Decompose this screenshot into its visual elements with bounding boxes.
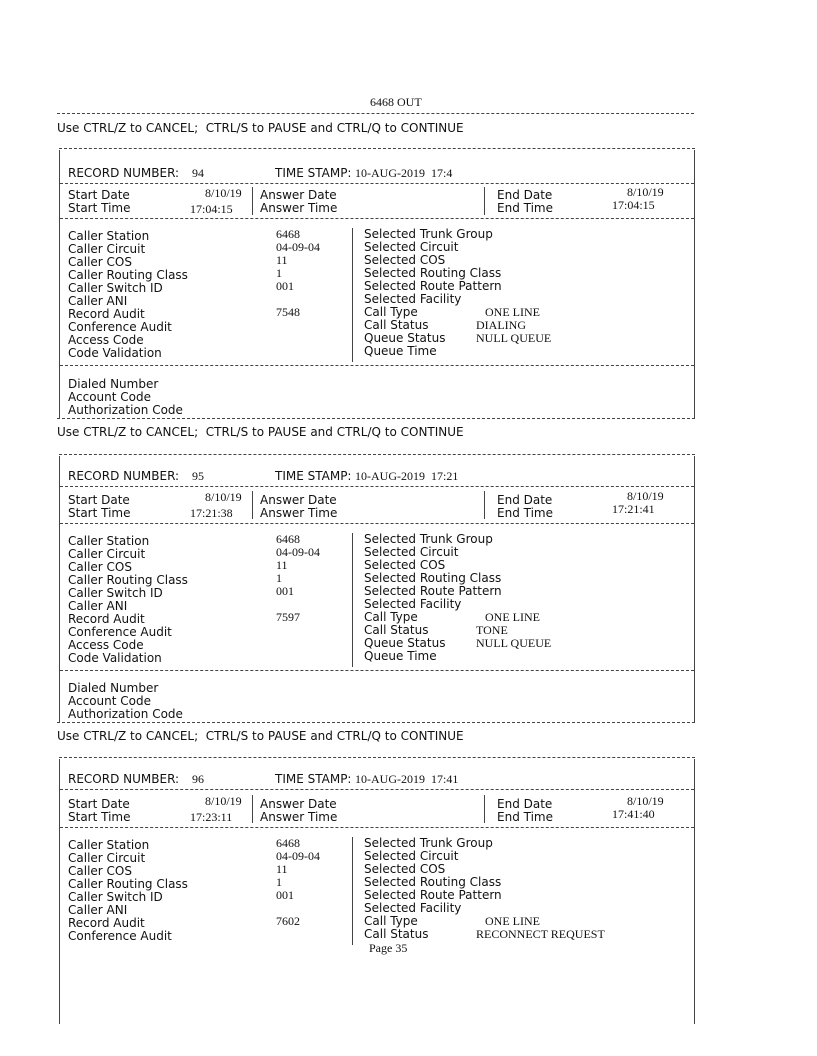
caller-switch-id-label: Caller Switch ID [68,281,163,295]
answer-date-label: Answer Date [260,797,337,811]
selected-cos-label: Selected COS [364,253,446,267]
authorization-code-label: Authorization Code [68,403,183,417]
end-date-value: 8/10/19 [627,489,664,503]
caller-circuit-value: 04-09-04 [276,240,320,254]
instruction-line: Use CTRL/Z to CANCEL; CTRL/S to PAUSE and CTRL/Q to CONTINUE [57,121,464,135]
caller-cos-value: 11 [276,558,288,572]
queue-status-value: NULL QUEUE [476,331,552,345]
caller-station-label: Caller Station [68,838,150,852]
record-audit-label: Record Audit [68,612,145,626]
caller-circuit-label: Caller Circuit [68,547,146,561]
time-stamp-label: TIME STAMP: [275,469,352,483]
caller-circuit-label: Caller Circuit [68,242,146,256]
call-type-value: ONE LINE [485,914,540,928]
end-time-label: End Time [497,201,553,215]
call-type-label: Call Type [364,305,418,319]
end-date-label: End Date [497,188,553,202]
start-date-value: 8/10/19 [205,794,242,808]
caller-cos-label: Caller COS [68,560,132,574]
call-status-label: Call Status [364,623,429,637]
call-type-label: Call Type [364,610,418,624]
conference-audit-label: Conference Audit [68,929,172,943]
call-type-value: ONE LINE [485,610,540,624]
code-validation-label: Code Validation [68,651,162,665]
selected-circuit-label: Selected Circuit [364,545,459,559]
caller-circuit-value: 04-09-04 [276,849,320,863]
end-time-label: End Time [497,810,553,824]
selected-trunk-group-label: Selected Trunk Group [364,532,493,546]
record-number-label: RECORD NUMBER: [68,772,180,786]
selected-circuit-label: Selected Circuit [364,849,459,863]
answer-date-label: Answer Date [260,188,337,202]
queue-status-label: Queue Status [364,331,446,345]
answer-time-label: Answer Time [260,201,338,215]
selected-cos-label: Selected COS [364,862,446,876]
caller-routing-class-value: 1 [276,571,282,585]
caller-routing-class-label: Caller Routing Class [68,877,188,891]
page-title: 6468 OUT [370,95,422,109]
record-number-value: 96 [192,772,204,786]
access-code-label: Access Code [68,638,144,652]
caller-routing-class-label: Caller Routing Class [68,268,188,282]
record-audit-label: Record Audit [68,307,145,321]
call-type-label: Call Type [364,914,418,928]
record-audit-value: 7548 [276,305,300,319]
queue-time-label: Queue Time [364,649,437,663]
start-date-value: 8/10/19 [205,186,242,200]
selected-facility-label: Selected Facility [364,292,462,306]
caller-circuit-label: Caller Circuit [68,851,146,865]
start-time-value: 17:23:11 [190,810,233,824]
start-time-label: Start Time [68,201,131,215]
caller-cos-value: 11 [276,253,288,267]
end-time-value: 17:41:40 [612,807,655,821]
code-validation-label: Code Validation [68,346,162,360]
selected-route-pattern-label: Selected Route Pattern [364,888,502,902]
caller-routing-class-value: 1 [276,875,282,889]
time-stamp-label: TIME STAMP: [275,166,352,180]
record-audit-value: 7597 [276,610,300,624]
caller-station-value: 6468 [276,227,300,241]
end-date-value: 8/10/19 [627,185,664,199]
queue-status-label: Queue Status [364,636,446,650]
selected-route-pattern-label: Selected Route Pattern [364,584,502,598]
record-number-value: 95 [192,469,204,483]
start-date-label: Start Date [68,188,130,202]
caller-station-label: Caller Station [68,229,150,243]
start-time-value: 17:21:38 [190,506,233,520]
selected-routing-class-label: Selected Routing Class [364,266,502,280]
conference-audit-label: Conference Audit [68,625,172,639]
end-time-value: 17:04:15 [612,198,655,212]
authorization-code-label: Authorization Code [68,707,183,721]
caller-station-value: 6468 [276,532,300,546]
caller-station-value: 6468 [276,836,300,850]
answer-time-label: Answer Time [260,810,338,824]
caller-cos-label: Caller COS [68,864,132,878]
caller-ani-label: Caller ANI [68,903,128,917]
start-time-value: 17:04:15 [190,202,233,216]
call-status-label: Call Status [364,927,429,941]
caller-ani-label: Caller ANI [68,599,128,613]
access-code-label: Access Code [68,333,144,347]
time-stamp-label: TIME STAMP: [275,772,352,786]
conference-audit-label: Conference Audit [68,320,172,334]
caller-cos-label: Caller COS [68,255,132,269]
end-date-label: End Date [497,797,553,811]
caller-routing-class-value: 1 [276,266,282,280]
selected-trunk-group-label: Selected Trunk Group [364,227,493,241]
end-time-label: End Time [497,506,553,520]
start-date-label: Start Date [68,797,130,811]
time-stamp-value: 10-AUG-2019 17:4 [355,166,453,180]
start-time-label: Start Time [68,810,131,824]
caller-routing-class-label: Caller Routing Class [68,573,188,587]
instruction-line: Use CTRL/Z to CANCEL; CTRL/S to PAUSE and CTRL/Q to CONTINUE [57,425,464,439]
call-status-value: TONE [476,623,508,637]
account-code-label: Account Code [68,694,151,708]
account-code-label: Account Code [68,390,151,404]
selected-facility-label: Selected Facility [364,597,462,611]
caller-cos-value: 11 [276,862,288,876]
selected-circuit-label: Selected Circuit [364,240,459,254]
queue-time-label: Queue Time [364,344,437,358]
start-time-label: Start Time [68,506,131,520]
caller-switch-id-value: 001 [276,888,294,902]
caller-station-label: Caller Station [68,534,150,548]
dialed-number-label: Dialed Number [68,377,159,391]
record-number-label: RECORD NUMBER: [68,469,180,483]
record-number-label: RECORD NUMBER: [68,166,180,180]
caller-circuit-value: 04-09-04 [276,545,320,559]
start-date-label: Start Date [68,493,130,507]
selected-cos-label: Selected COS [364,558,446,572]
selected-facility-label: Selected Facility [364,901,462,915]
time-stamp-value: 10-AUG-2019 17:21 [355,469,459,483]
dialed-number-label: Dialed Number [68,681,159,695]
selected-routing-class-label: Selected Routing Class [364,571,502,585]
answer-date-label: Answer Date [260,493,337,507]
divider [57,113,694,114]
caller-ani-label: Caller ANI [68,294,128,308]
caller-switch-id-label: Caller Switch ID [68,890,163,904]
answer-time-label: Answer Time [260,506,338,520]
start-date-value: 8/10/19 [205,490,242,504]
end-date-value: 8/10/19 [627,794,664,808]
instruction-line: Use CTRL/Z to CANCEL; CTRL/S to PAUSE and CTRL/Q to CONTINUE [57,729,464,743]
record-number-value: 94 [192,166,204,180]
record-audit-value: 7602 [276,914,300,928]
page-number: Page 35 [369,941,408,955]
call-status-value: DIALING [476,318,526,332]
call-status-label: Call Status [364,318,429,332]
selected-route-pattern-label: Selected Route Pattern [364,279,502,293]
caller-switch-id-value: 001 [276,584,294,598]
call-status-value: RECONNECT REQUEST [476,927,605,941]
caller-switch-id-value: 001 [276,279,294,293]
selected-trunk-group-label: Selected Trunk Group [364,836,493,850]
selected-routing-class-label: Selected Routing Class [364,875,502,889]
end-date-label: End Date [497,493,553,507]
queue-status-value: NULL QUEUE [476,636,552,650]
call-type-value: ONE LINE [485,305,540,319]
end-time-value: 17:21:41 [612,502,655,516]
time-stamp-value: 10-AUG-2019 17:41 [355,772,459,786]
record-audit-label: Record Audit [68,916,145,930]
caller-switch-id-label: Caller Switch ID [68,586,163,600]
